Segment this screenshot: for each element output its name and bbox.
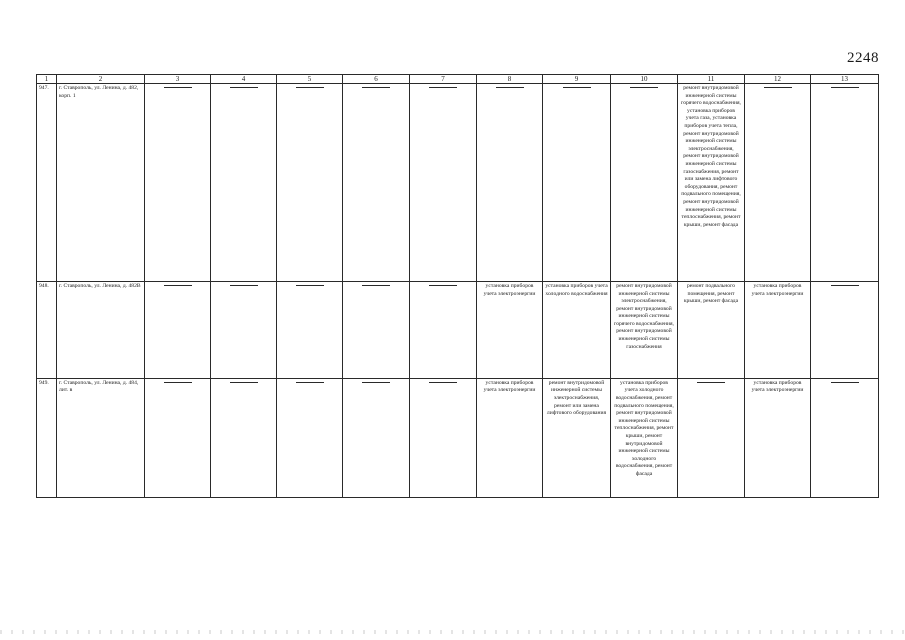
column-header-5: 5	[277, 75, 343, 84]
work-cell-col-9: установка приборов учета холодного водоснабжения	[543, 281, 611, 378]
row-number: 948.	[37, 281, 57, 378]
work-cell-col-8: установка приборов учета электроэнергии	[477, 378, 543, 497]
dash-mark	[630, 87, 658, 88]
empty-dash-cell	[145, 84, 211, 282]
dash-mark	[764, 87, 792, 88]
dash-mark	[362, 285, 390, 286]
dash-mark	[164, 285, 192, 286]
dash-mark	[296, 285, 324, 286]
empty-dash-cell	[211, 378, 277, 497]
empty-dash-cell	[811, 378, 879, 497]
column-header-12: 12	[745, 75, 811, 84]
column-header-6: 6	[343, 75, 410, 84]
table-body	[37, 84, 879, 498]
work-cell-col-9: ремонт внутридомовой инженерной системы электроснабжения, ремонт или замена лифтового оборудования	[543, 378, 611, 497]
column-header-13: 13	[811, 75, 879, 84]
dash-mark	[164, 87, 192, 88]
row-number: 949.	[37, 378, 57, 497]
dash-mark	[362, 382, 390, 383]
empty-dash-cell	[678, 378, 745, 497]
empty-dash-cell	[145, 378, 211, 497]
empty-dash-cell	[277, 378, 343, 497]
works-table	[36, 74, 879, 498]
dash-mark	[429, 382, 457, 383]
empty-dash-cell	[745, 84, 811, 282]
dash-mark	[429, 87, 457, 88]
dash-mark	[496, 87, 524, 88]
scan-noise-strip	[0, 630, 905, 634]
work-cell-col-8: установка приборов учета электроэнергии	[477, 281, 543, 378]
empty-dash-cell	[343, 378, 410, 497]
column-header-8: 8	[477, 75, 543, 84]
empty-dash-cell	[543, 84, 611, 282]
empty-dash-cell	[410, 84, 477, 282]
work-cell-col-10: установка приборов учета холодного водоснабжения, ремонт подвального помещения, ремонт внутридомовой инженерной системы теплоснабжения, ремонт крыши, ремонт внутридомовой инженерной системы холодного водоснабжения, ремонт фасада	[611, 378, 678, 497]
empty-dash-cell	[211, 281, 277, 378]
column-header-1: 1	[37, 75, 57, 84]
dash-mark	[697, 382, 725, 383]
row-address: г. Ставрополь, ул. Ленина, д. 482В	[57, 281, 145, 378]
empty-dash-cell	[211, 84, 277, 282]
column-header-10: 10	[611, 75, 678, 84]
empty-dash-cell	[343, 84, 410, 282]
dash-mark	[831, 382, 859, 383]
column-header-9: 9	[543, 75, 611, 84]
empty-dash-cell	[145, 281, 211, 378]
row-address: г. Ставрополь, ул. Ленина, д. 484, лит. в	[57, 378, 145, 497]
table-row	[37, 378, 879, 497]
column-header-11: 11	[678, 75, 745, 84]
dash-mark	[296, 87, 324, 88]
row-address: г. Ставрополь, ул. Ленина, д. 482, корп. 1	[57, 84, 145, 282]
dash-mark	[563, 87, 591, 88]
empty-dash-cell	[410, 281, 477, 378]
work-cell-col-11: ремонт внутридомовой инженерной системы горячего водоснабжения, установка приборов учета газа, установка приборов учета тепла, ремонт внутридомовой инженерной системы электроснабжения, ремонт внутридомовой инженерной системы газоснабжения, ремонт или замена лифтового оборудования, ремонт подвального помещения, ремонт внутридомовой инженерной системы теплоснабжения, ремонт крыши, ремонт фасада	[678, 84, 745, 282]
dash-mark	[362, 87, 390, 88]
empty-dash-cell	[410, 378, 477, 497]
empty-dash-cell	[811, 84, 879, 282]
work-cell-col-10: ремонт внутридомовой инженерной системы электроснабжения, ремонт внутридомовой инженерной системы горячего водоснабжения, ремонт внутридомовой инженерной системы газоснабжения	[611, 281, 678, 378]
dash-mark	[230, 87, 258, 88]
dash-mark	[831, 285, 859, 286]
dash-mark	[831, 87, 859, 88]
table-row	[37, 281, 879, 378]
work-cell-col-12: установка приборов учета электроэнергии	[745, 378, 811, 497]
work-cell-col-12: установка приборов учета электроэнергии	[745, 281, 811, 378]
empty-dash-cell	[477, 84, 543, 282]
column-header-7: 7	[410, 75, 477, 84]
empty-dash-cell	[811, 281, 879, 378]
table-row	[37, 84, 879, 282]
dash-mark	[429, 285, 457, 286]
column-header-4: 4	[211, 75, 277, 84]
row-number: 947.	[37, 84, 57, 282]
dash-mark	[164, 382, 192, 383]
empty-dash-cell	[277, 84, 343, 282]
dash-mark	[230, 285, 258, 286]
column-header-2: 2	[57, 75, 145, 84]
page-number: 2248	[847, 50, 879, 66]
dash-mark	[296, 382, 324, 383]
work-cell-col-11: ремонт подвального помещения, ремонт крыши, ремонт фасада	[678, 281, 745, 378]
empty-dash-cell	[277, 281, 343, 378]
empty-dash-cell	[343, 281, 410, 378]
column-header-row	[37, 75, 879, 84]
dash-mark	[230, 382, 258, 383]
empty-dash-cell	[611, 84, 678, 282]
column-header-3: 3	[145, 75, 211, 84]
